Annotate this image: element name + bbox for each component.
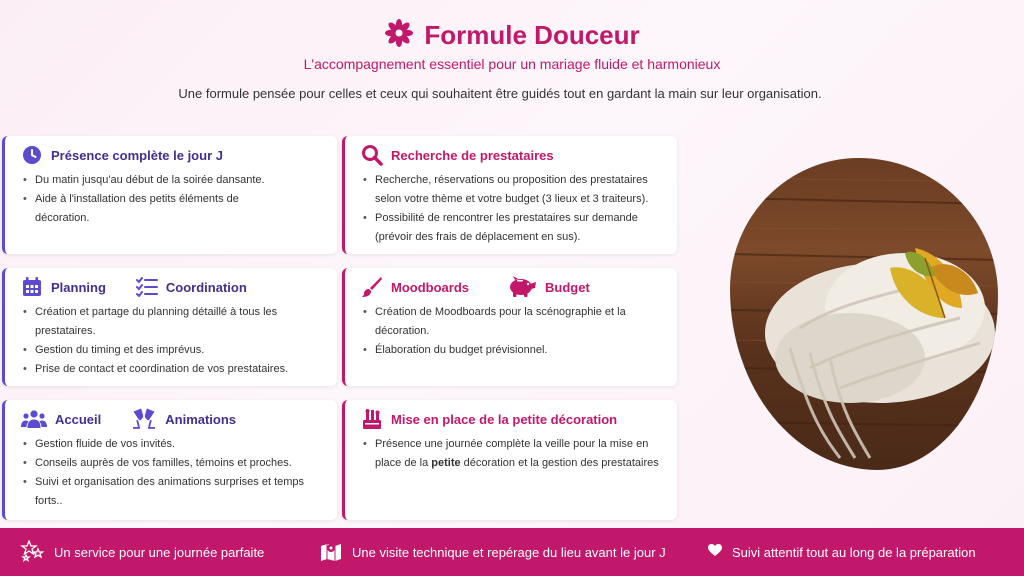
list-item: • Élaboration du budget prévisionnel.: [361, 341, 665, 360]
list-item: (prévoir des frais de déplacement en sus).: [375, 231, 581, 243]
brush-icon: [361, 276, 383, 298]
blanket-leaves-photo: [730, 158, 998, 470]
list-item: [361, 435, 665, 473]
card-title: Mise en place de la petite décoration: [391, 411, 618, 427]
card-accueil: [2, 400, 337, 520]
card-recherche: [342, 136, 677, 254]
list-item: • Conseils auprès de vos familles, témoins et proches.: [21, 454, 325, 473]
card-title-coordination: Coordination: [165, 279, 247, 295]
list-item: • Gestion fluide de vos invités.: [21, 435, 325, 454]
list-item: selon votre thème et votre budget (3 lieux et 3 traiteurs).: [375, 193, 649, 205]
list-item: • Création de Moodboards pour la scénographie et la: [361, 303, 665, 322]
card-title-accueil: Accueil: [55, 411, 102, 427]
footer-item-suivi: [708, 528, 976, 576]
list-item: • Suivi et organisation des animations surprises et temps: [21, 473, 325, 492]
card-title-animations: Animations: [165, 411, 237, 427]
piggy-bank-icon: [507, 276, 537, 298]
flower-icon: [384, 18, 414, 53]
card-presence: [2, 136, 337, 254]
footer-item-service: [20, 528, 264, 576]
decoration-line2-pre: place de la: [375, 457, 432, 469]
card-title-moodboards: Moodboards: [391, 279, 469, 295]
list-item: décoration.: [35, 212, 90, 224]
list-item: • Création et partage du planning détaillé à tous les: [21, 303, 325, 322]
footer-bar: [0, 528, 1024, 576]
list-item: • Gestion du timing et des imprévus.: [21, 341, 325, 360]
card-moodboards: [342, 268, 677, 386]
list-item: prestataires.: [35, 325, 96, 337]
map-pin-icon: [320, 540, 342, 565]
list-item: • Aide à l'installation des petits éléments de: [21, 190, 325, 209]
stars-icon: [20, 540, 44, 565]
card-decoration: [342, 400, 677, 520]
footer-text: Un service pour une journée parfaite: [54, 544, 265, 560]
intro-text: Une formule pensée pour celles et ceux qui souhaitent être guidés tout en gardant la main sur leur organisation.: [178, 86, 822, 101]
decoration-line1: Présence une journée complète la veille pour la mise en: [375, 438, 649, 450]
list-item: • Du matin jusqu'au début de la soirée dansante.: [21, 171, 325, 190]
heart-icon: [708, 544, 722, 560]
card-planning: [2, 268, 337, 386]
card-title-planning: Planning: [51, 279, 106, 295]
decoration-line2-bold: petite: [431, 457, 461, 469]
people-icon: [21, 408, 47, 430]
champagne-glasses-icon: [131, 408, 157, 430]
list-item: forts..: [35, 495, 63, 507]
list-item: • Possibilité de rencontrer les prestataires sur demande: [361, 209, 665, 228]
list-item: décoration.: [375, 325, 430, 337]
card-title-budget: Budget: [545, 279, 590, 295]
calendar-icon: [21, 276, 43, 298]
card-title: Présence complète le jour J: [51, 147, 223, 163]
footer-item-visite: [320, 528, 666, 576]
page-subtitle: L'accompagnement essentiel pour un mariage fluide et harmonieux: [303, 56, 721, 72]
list-item: • Recherche, réservations ou proposition des prestataires: [361, 171, 665, 190]
title-row: [0, 18, 1024, 53]
footer-text: Suivi attentif tout au long de la préparation: [732, 544, 976, 560]
checklist-icon: [136, 276, 158, 298]
footer-text: Une visite technique et repérage du lieu avant le jour J: [352, 544, 666, 560]
page-title: Formule Douceur: [424, 20, 640, 50]
decoration-icon: [361, 408, 383, 430]
search-icon: [361, 144, 383, 166]
card-title: Recherche de prestataires: [391, 147, 554, 163]
decoration-line2-post: décoration et la gestion des prestataires: [460, 457, 659, 469]
list-item: • Prise de contact et coordination de vos prestataires.: [21, 360, 325, 379]
clock-icon: [21, 144, 43, 166]
